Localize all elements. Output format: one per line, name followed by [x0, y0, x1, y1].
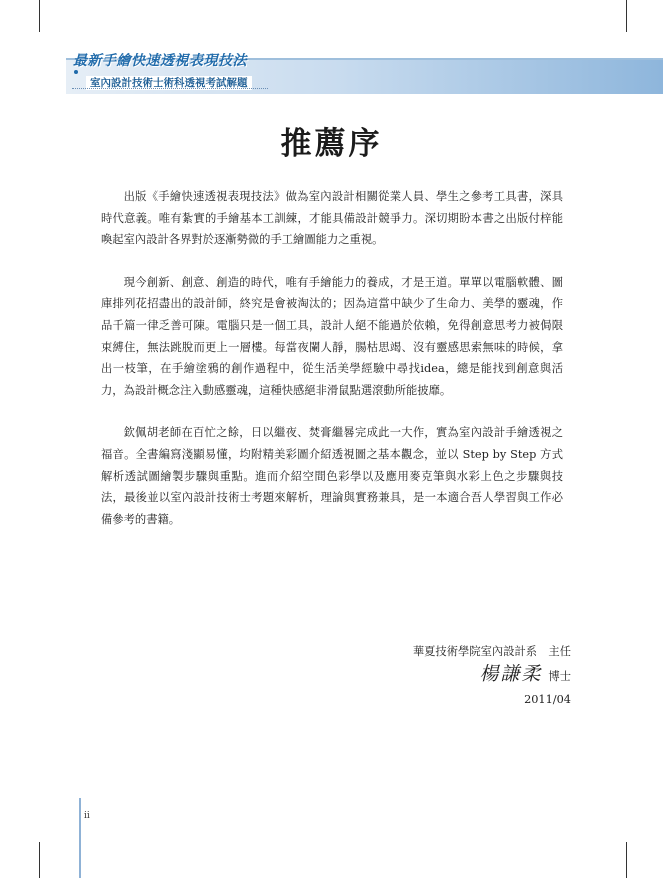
- crop-mark-top-right: [626, 0, 627, 32]
- crop-mark-bottom-right: [626, 842, 627, 878]
- book-subtitle: 室內設計技術士術科透視考試解題: [86, 76, 252, 90]
- signature-affiliation: 華夏技術學院室內設計系 主任: [412, 645, 571, 658]
- header-bullet: [74, 70, 78, 74]
- page-number: ii: [84, 811, 90, 821]
- crop-mark-bottom-left: [39, 842, 40, 878]
- paragraph-3: 欽佩胡老師在百忙之餘，日以繼夜、焚膏繼晷完成此一大作，實為室內設計手繪透視之福音。全書編寫淺顯易懂，均附精美彩圖介紹透視圖之基本觀念，並以 Step by Step 方式解析透試圖繪製步驟與重點。進而介紹空間色彩學以及應用麥克筆與水彩上色之步驟與技法，最後並以室內設計技術士考題來解析，理論與實務兼具，是一本適合吾人學習與工作必備參考的書籍。: [101, 426, 563, 526]
- signature-title: 博士: [548, 670, 571, 683]
- page-title: 推薦序: [280, 126, 383, 162]
- book-title: 最新手繪快速透視表現技法: [73, 53, 247, 69]
- signature-line: [413, 663, 571, 688]
- paragraph-2: 現今創新、創意、創造的時代，唯有手繪能力的養成，才是王道。單單以電腦軟體、圖庫排列花招盡出的設計師，終究是會被淘汰的；因為這當中缺少了生命力、美學的靈魂，作品千篇一律乏善可陳。電腦只是一個工具，設計人絕不能過於依賴，免得創意思考力被侷限束縛住，無法跳脫而更上一層樓。每當夜闌人靜，腸枯思竭、沒有靈感思索無味的時候，拿出一枝筆，在手繪塗鴉的創作過程中，從生活美學經驗中尋找idea，總是能找到創意與活力，為設計概念注入動感靈魂，這種快感絕非滑鼠點選滾動所能披靡。: [101, 275, 563, 397]
- signature-date: 2011/04: [524, 693, 571, 706]
- header-dotted-line: [72, 88, 268, 89]
- crop-mark-top-left: [39, 0, 40, 32]
- paragraph-1: 出版《手繪快速透視表現技法》做為室內設計相關從業人員、學生之參考工具書，深具時代意義。唯有紮實的手繪基本工訓練，才能具備設計競爭力。深切期盼本書之出版付梓能喚起室內設計各界對於逐漸勢微的手工繪圖能力之重視。: [101, 190, 563, 247]
- page-side-bar: [79, 798, 81, 878]
- preface-body: [101, 186, 563, 551]
- signature-name: 楊謙柔: [479, 663, 543, 685]
- signature-block: [413, 640, 571, 711]
